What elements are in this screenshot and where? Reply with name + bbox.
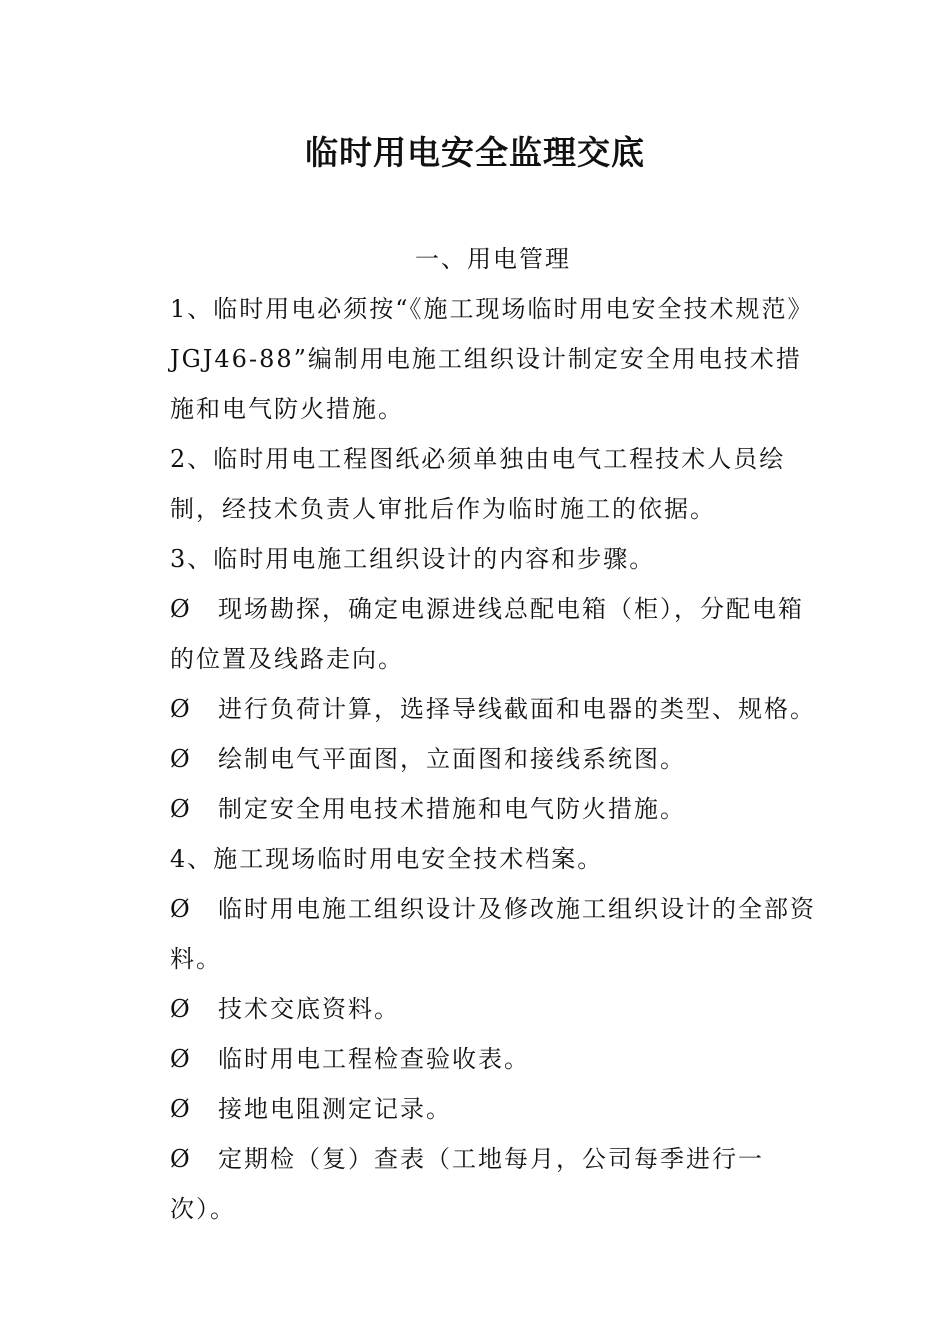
bullet-text: 进行负荷计算，选择导线截面和电器的类型、规格。: [218, 695, 816, 723]
bullet-item: [146, 1134, 816, 1234]
numbered-item-4: 4、施工现场临时用电安全技术档案。: [170, 845, 604, 873]
bullet-text: 绘制电气平面图，立面图和接线系统图。: [218, 745, 686, 773]
bullet-text: 技术交底资料。: [218, 995, 400, 1023]
bullet-item: [146, 684, 816, 734]
bullet-item: [146, 1084, 816, 1134]
bullet-mark: Ø: [170, 795, 192, 823]
bullet-text: 临时用电施工组织设计及修改施工组织设计的全部资料。: [170, 895, 816, 973]
document-body: [146, 234, 816, 1234]
bullet-item: [146, 1034, 816, 1084]
bullet-item: [146, 884, 816, 984]
bullet-item: [146, 984, 816, 1034]
document-title: 临时用电安全监理交底: [305, 133, 645, 172]
bullet-text: 定期检（复）查表（工地每月，公司每季进行一次）。: [170, 1145, 764, 1223]
numbered-item-2: 2、临时用电工程图纸必须单独由电气工程技术人员绘制，经技术负责人审批后作为临时施工的依据。: [170, 445, 786, 523]
bullet-text: 接地电阻测定记录。: [218, 1095, 452, 1123]
bullet-mark: Ø: [170, 1145, 192, 1173]
bullet-mark: Ø: [170, 745, 192, 773]
bullet-mark: Ø: [170, 695, 192, 723]
bullet-mark: Ø: [170, 995, 192, 1023]
bullet-mark: Ø: [170, 1045, 192, 1073]
section-heading: 一、用电管理: [415, 245, 571, 273]
numbered-item-3: 3、临时用电施工组织设计的内容和步骤。: [170, 545, 656, 573]
bullet-mark: Ø: [170, 1095, 192, 1123]
bullet-text: 制定安全用电技术措施和电气防火措施。: [218, 795, 686, 823]
bullet-item: [146, 734, 816, 784]
bullet-item: [146, 584, 816, 684]
bullet-item: [146, 784, 816, 834]
bullet-text: 临时用电工程检查验收表。: [218, 1045, 530, 1073]
bullet-mark: Ø: [170, 895, 192, 923]
bullet-mark: Ø: [170, 595, 192, 623]
numbered-item-1: 1、临时用电必须按“《施工现场临时用电安全技术规范》JGJ46-88”编制用电施工组织设计制定安全用电技术措施和电气防火措施。: [170, 295, 814, 423]
bullet-text: 现场勘探，确定电源进线总配电箱（柜），分配电箱的位置及线路走向。: [170, 595, 804, 673]
